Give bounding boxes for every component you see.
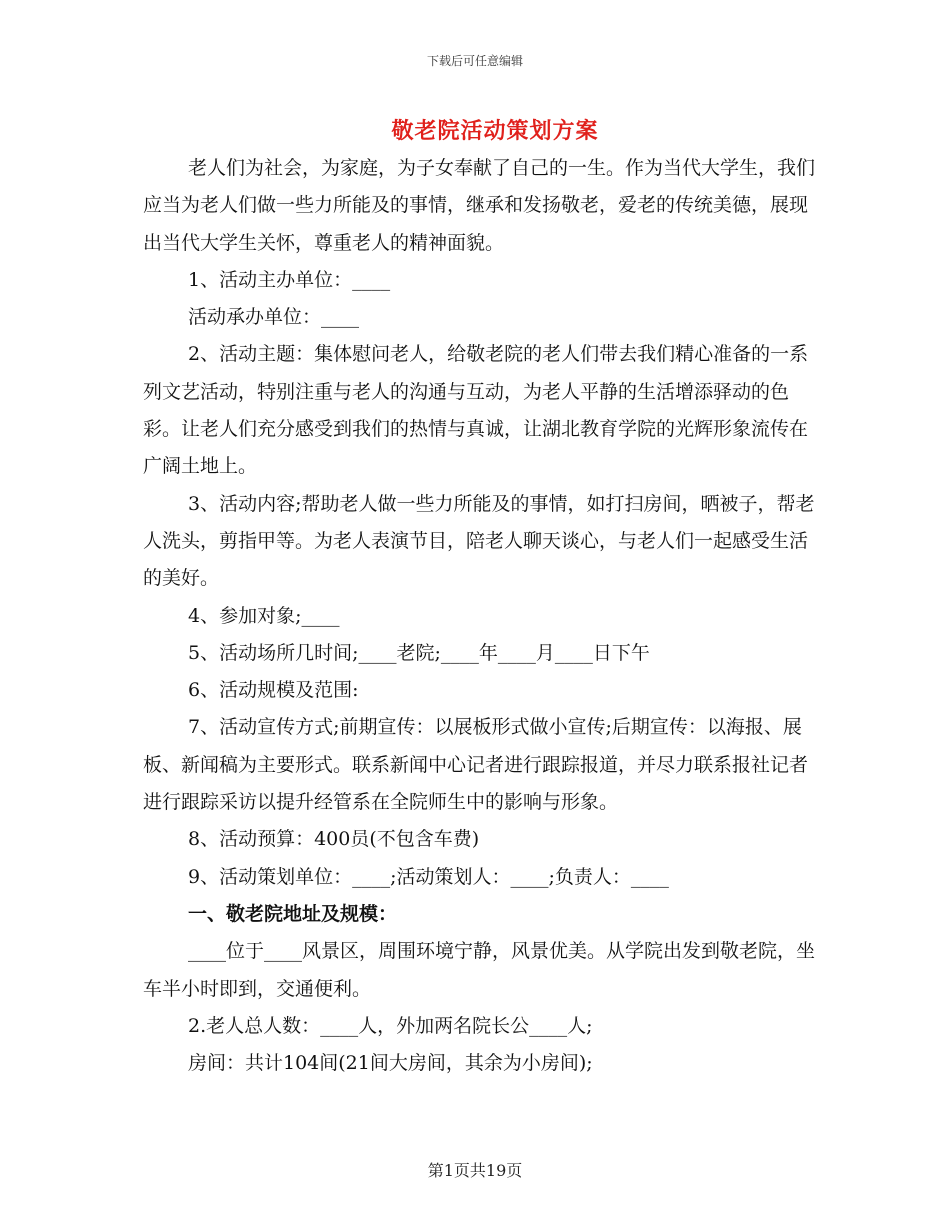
intro-paragraph: 老人们为社会，为家庭，为子女奉献了自己的一生。作为当代大学生，我们应当为老人们做一些力所能及的事情，继承和发扬敬老，爱老的传统美德，展现出当代大学生关怀，尊重老人的精神面貌。 (143, 157, 816, 254)
item-2-theme: 2、活动主题：集体慰问老人，给敬老院的老人们带去我们精心准备的一系列文艺活动，特别注重与老人的沟通与互动，为老人平静的生活增添驿动的色彩。让老人们充分感受到我们的热情与真诚，让湖北教育学院的光辉形象流传在广阔土地上。 (143, 343, 809, 478)
page-number-footer: 第1页共19页 (427, 1161, 523, 1180)
document-title: 敬老院活动策划方案 (391, 118, 599, 144)
item-6-scale: 6、活动规模及范围: (188, 679, 359, 702)
rooms-info: 房间：共计104间(21间大房间，其余为小房间); (188, 1052, 593, 1075)
item-1-co-organizer: 活动承办单位：____ (188, 306, 360, 329)
item-4-participants: 4、参加对象;____ (188, 604, 340, 627)
page-header-note: 下载后可任意编辑 (426, 54, 523, 68)
elderly-count: 2.老人总人数：____人，外加两名院长公____人; (188, 1014, 593, 1037)
item-9-planning: 9、活动策划单位：____;活动策划人：____;负责人：____ (188, 865, 669, 888)
item-1-organizer: 1、活动主办单位：____ (188, 268, 391, 291)
address-paragraph: ____位于____风景区，周围环境宁静，风景优美。从学院出发到敬老院，坐车半小时即到，交通便利。 (143, 940, 816, 1000)
section-heading-address: 一、敬老院地址及规模： (188, 902, 398, 925)
item-7-publicity: 7、活动宣传方式;前期宣传：以展板形式做小宣传;后期宣传：以海报、展板、新闻稿为主要形式。联系新闻中心记者进行跟踪报道，并尽力联系报社记者进行跟踪采访以提升经管系在全院师生中的影响与形象。 (143, 716, 809, 814)
document-body (143, 150, 823, 1082)
item-5-venue-time: 5、活动场所几时间;____老院;____年____月____日下午 (188, 641, 650, 664)
item-8-budget: 8、活动预算：400员(不包含车费) (188, 828, 480, 851)
item-3-content: 3、活动内容;帮助老人做一些力所能及的事情，如打扫房间，晒被子，帮老人洗头，剪指甲等。为老人表演节目，陪老人聊天谈心，与老人们一起感受生活的美好。 (143, 492, 815, 590)
